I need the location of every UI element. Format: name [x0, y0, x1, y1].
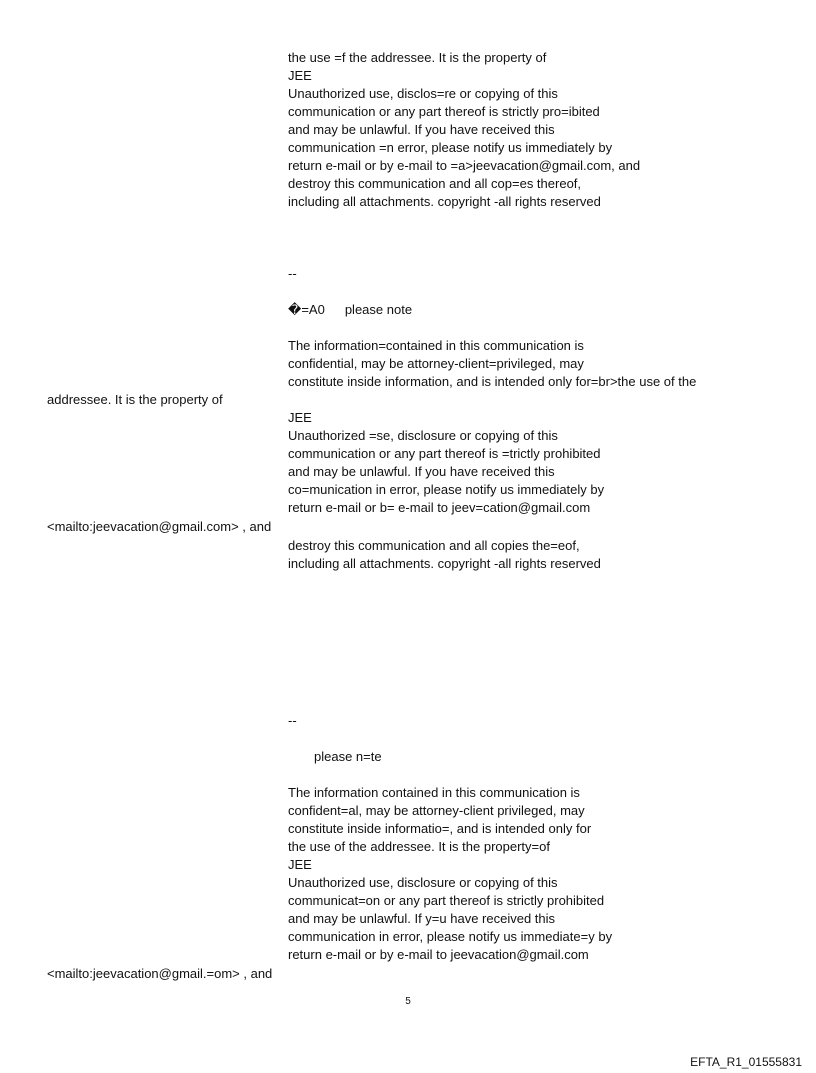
text-line: return e-mail or by e-mail to jeevacation@gmail.com	[288, 947, 589, 962]
text-line: co=munication in error, please notify us immediately by	[288, 482, 605, 497]
text-line: constitute inside informatio=, and is intended only for	[288, 821, 592, 836]
text-line: confident=al, may be attorney-client privileged, may	[288, 803, 585, 818]
text-line: destroy this communication and all cop=es thereof,	[288, 176, 582, 191]
text-line: addressee. It is the property of	[47, 392, 223, 407]
text-line: return e-mail or by e-mail to =a>jeevacation@gmail.com, and	[288, 158, 641, 173]
document-id: EFTA_R1_01555831	[690, 1055, 802, 1069]
text-line: return e-mail or b= e-mail to jeev=cation@gmail.com	[288, 500, 591, 515]
please-note-label: please n=te	[314, 749, 382, 764]
text-line: confidential, may be attorney-client=privileged, may	[288, 356, 584, 371]
text-line: communication =n error, please notify us immediately by	[288, 140, 613, 155]
text-line: and may be unlawful. If you have received this	[288, 122, 555, 137]
separator-dashes: --	[288, 266, 297, 281]
text-line: destroy this communication and all copies the=eof,	[288, 538, 580, 553]
text-line: communication in error, please notify us immediate=y by	[288, 929, 613, 944]
please-note-label: please note	[344, 302, 413, 317]
text-line: The information contained in this communication is	[288, 785, 580, 800]
text-line: the use of the addressee. It is the property=of	[288, 839, 550, 854]
text-line: JEE	[288, 68, 312, 83]
text-line: the use =f the addressee. It is the property of	[288, 50, 547, 65]
text-line: Unauthorized use, disclos=re or copying of this	[288, 86, 558, 101]
text-line: and may be unlawful. If you have received this	[288, 464, 555, 479]
text-line: and may be unlawful. If y=u have received this	[288, 911, 556, 926]
text-line: including all attachments. copyright -all rights reserved	[288, 194, 601, 209]
separator-dashes: --	[288, 713, 297, 728]
text-line: Unauthorized use, disclosure or copying of this	[288, 875, 558, 890]
text-line: communicat=on or any part thereof is strictly prohibited	[288, 893, 605, 908]
text-line: JEE	[288, 410, 312, 425]
text-line	[288, 301, 412, 318]
text-line: <mailto:jeevacation@gmail.com> , and	[47, 519, 272, 534]
text-line: including all attachments. copyright -all rights reserved	[288, 556, 601, 571]
text-line: constitute inside information, and is intended only for=br>the use of the	[288, 374, 697, 389]
text-line: <mailto:jeevacation@gmail.=om> , and	[47, 966, 273, 981]
encoded-char: �=A0	[288, 302, 325, 317]
text-line: communication or any part thereof is =trictly prohibited	[288, 446, 601, 461]
text-line: communication or any part thereof is strictly pro=ibited	[288, 104, 600, 119]
text-line: The information=contained in this communication is	[288, 338, 584, 353]
page-number: 5	[405, 996, 411, 1007]
text-line: Unauthorized =se, disclosure or copying of this	[288, 428, 558, 443]
text-line: JEE	[288, 857, 312, 872]
